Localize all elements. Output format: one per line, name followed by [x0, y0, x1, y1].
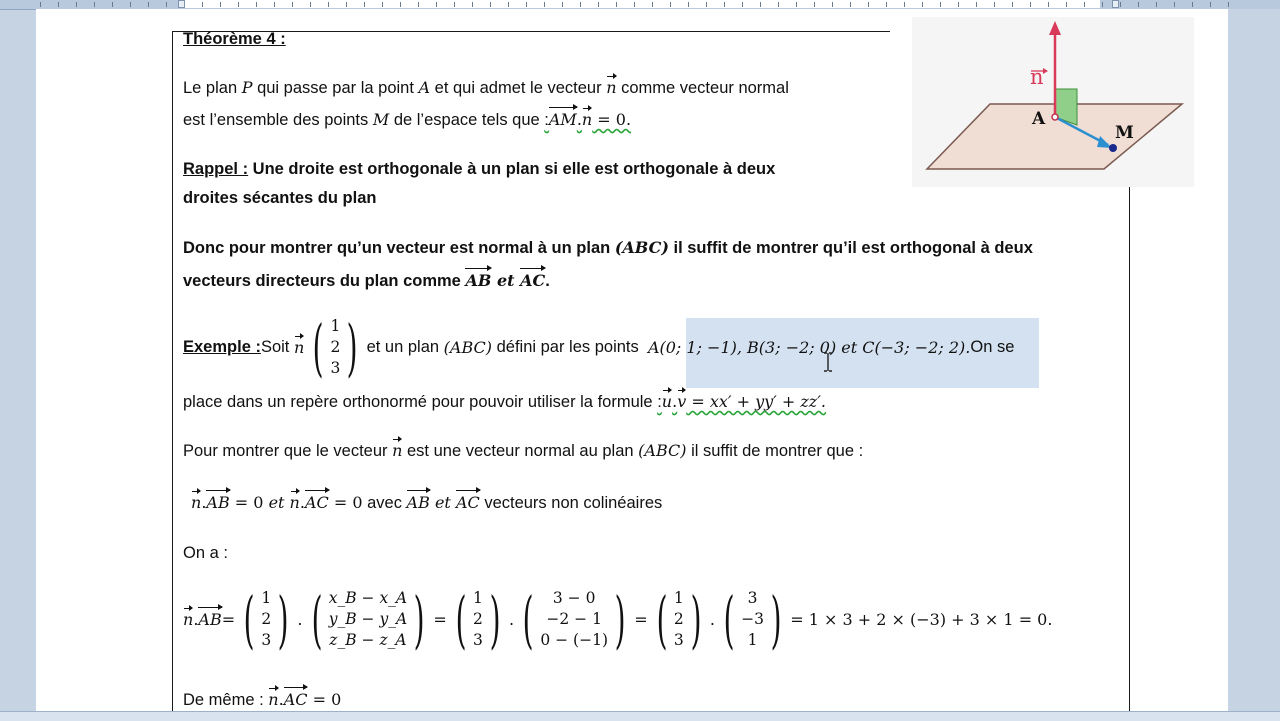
- paren-right: ): [413, 582, 425, 656]
- matrix-entry: 2: [472, 610, 483, 628]
- text: est l’ensemble des points: [183, 111, 373, 129]
- matrix-column: [331, 316, 341, 379]
- matrix-entry: −3: [741, 610, 765, 628]
- text: vecteurs non colinéaires: [479, 494, 663, 512]
- text: Le plan: [183, 79, 242, 97]
- vector-ac: AC: [304, 493, 329, 512]
- paren-left: (: [522, 582, 534, 656]
- paren-left: (: [455, 582, 467, 656]
- paren-left: (: [656, 582, 668, 656]
- text: comme vecteur normal: [616, 79, 789, 97]
- pour-line: [183, 441, 863, 461]
- text: = 0: [307, 690, 342, 709]
- matrix-column: [473, 588, 483, 651]
- paren-left: (: [311, 582, 323, 656]
- vector-u: u: [661, 392, 673, 411]
- math-a: A: [418, 78, 431, 97]
- matrix-entry: 2: [673, 610, 684, 628]
- matrix-column: [674, 588, 684, 651]
- paren-right: ): [770, 582, 782, 656]
- margin-guide-right: [1129, 187, 1130, 721]
- matrix-6: [717, 582, 788, 656]
- margin-guide-left: [172, 31, 173, 721]
- right-indent-marker[interactable]: [1112, 0, 1119, 8]
- text: = 0.: [592, 110, 632, 129]
- paren-left: (: [243, 582, 255, 656]
- text: :: [657, 393, 662, 411]
- theorem-line-1: [183, 78, 789, 98]
- text: :: [544, 111, 549, 129]
- vector-n: n: [268, 690, 279, 709]
- paren-right: ): [614, 582, 626, 656]
- exemple-line-1: [183, 310, 1015, 384]
- text: Une droite est orthogonale à un plan si elle est orthogonale à deux: [248, 160, 776, 178]
- matrix-3: [449, 582, 507, 656]
- text: qui passe par la point: [252, 79, 419, 97]
- equals-sign: =: [433, 610, 447, 629]
- matrix-entry: 3: [330, 359, 341, 377]
- de-meme-line: [183, 690, 341, 710]
- equals-sign: =: [634, 610, 648, 629]
- math-m: M: [372, 110, 390, 129]
- text: .: [201, 493, 207, 512]
- text: .: [672, 392, 678, 411]
- matrix-entry: 3: [472, 631, 483, 649]
- text: Soit: [260, 338, 290, 356]
- text: avec: [362, 494, 407, 512]
- matrix-entry: 3: [747, 589, 758, 607]
- matrix-entry: 2: [261, 610, 272, 628]
- ruler-ticks: [40, 2, 1240, 7]
- vector-ab: AB: [465, 271, 492, 290]
- text: place dans un repère orthonormé pour pouvoir utiliser la formule: [183, 393, 658, 411]
- text: = 0: [328, 493, 363, 512]
- paren-left: (: [723, 582, 735, 656]
- matrix-entry: 1: [330, 317, 341, 335]
- matrix-5: [650, 582, 708, 656]
- text: On se: [970, 338, 1015, 356]
- text: vecteurs directeurs du plan comme: [183, 272, 466, 290]
- figure-m-label: M: [1115, 123, 1134, 143]
- right-gray-area: [1228, 9, 1280, 711]
- math-formula: = xx′ + yy′ + zz′.: [686, 392, 826, 411]
- text: .: [193, 610, 199, 629]
- matrix-entry: 0 − (−1): [540, 631, 608, 649]
- figure-n-label: n: [1030, 65, 1044, 89]
- vector-n: n: [581, 110, 593, 129]
- theorem-line-2: [183, 110, 631, 130]
- matrix-entry: 3: [261, 631, 272, 649]
- matrix-2: [305, 582, 432, 656]
- text: et un plan: [366, 338, 440, 356]
- figure-a-label: A: [1032, 109, 1046, 129]
- text: il suffit de montrer qu’il est orthogonal à deux: [668, 239, 1033, 257]
- text: il suffit de montrer que :: [686, 442, 864, 460]
- matrix-entry: 3 − 0: [552, 589, 596, 607]
- exemple-label: Exemple :: [183, 338, 261, 356]
- rappel-line-1: [183, 160, 775, 179]
- vector-ab: AB: [198, 610, 222, 629]
- text: et: [429, 493, 456, 512]
- vector-ab: AB: [206, 493, 230, 512]
- text: est une vecteur normal au plan: [402, 442, 639, 460]
- text: .: [278, 690, 284, 709]
- matrix-entry: 1: [673, 589, 684, 607]
- vector-ac: AC: [283, 690, 308, 709]
- exemple-line-2: [183, 392, 826, 412]
- text: et: [491, 271, 521, 290]
- matrix-entry: z_B − z_A: [329, 631, 407, 649]
- point-a: [1052, 114, 1058, 120]
- calculation-result: = 1 × 3 + 2 × (−3) + 3 × 1 = 0.: [790, 610, 1053, 629]
- matrix-1: [237, 582, 295, 656]
- vector-n: n: [392, 441, 403, 460]
- vector-n: n: [191, 493, 202, 512]
- matrix-column: [741, 588, 764, 651]
- vector-n-column: [306, 310, 364, 384]
- calculation-line: [183, 582, 1053, 656]
- text: =: [221, 610, 236, 629]
- vector-am: AM: [548, 110, 577, 129]
- rappel-label: Rappel :: [183, 160, 249, 178]
- math-p: P: [241, 78, 253, 97]
- dot-operator: .: [709, 610, 715, 629]
- math-abc: (ABC): [638, 441, 687, 460]
- vector-ab: AB: [406, 493, 430, 512]
- matrix-entry: x_B − x_A: [328, 589, 408, 607]
- paren-right: ): [347, 310, 358, 384]
- matrix-entry: 3: [673, 631, 684, 649]
- paren-left: (: [312, 310, 324, 384]
- vector-v: v: [677, 392, 687, 411]
- vector-n: n: [183, 610, 194, 629]
- dot-operator: .: [509, 610, 515, 629]
- matrix-entry: 2: [330, 338, 341, 356]
- matrix-entry: −2 − 1: [546, 610, 602, 628]
- dot-operator: .: [297, 610, 303, 629]
- math-abc: (ABC): [614, 238, 669, 257]
- donc-line-2: [183, 271, 550, 291]
- text: Donc pour montrer qu’un vecteur est normal à un plan: [183, 239, 615, 257]
- donc-line-1: [183, 238, 1033, 258]
- math-abc: (ABC): [443, 338, 492, 357]
- matrix-column: [540, 588, 608, 651]
- matrix-column: [329, 588, 407, 651]
- condition-line: [191, 493, 662, 513]
- rappel-line-2: droites sécantes du plan: [183, 189, 377, 207]
- text: Pour montrer que le vecteur: [183, 442, 393, 460]
- vector-n: n: [293, 338, 305, 357]
- paren-right: ): [690, 582, 702, 656]
- vector-n: n: [289, 493, 300, 512]
- vector-n: n: [606, 78, 617, 97]
- text: de l’espace tels que: [389, 111, 545, 129]
- matrix-entry: 1: [472, 589, 483, 607]
- vector-ac: AC: [455, 493, 480, 512]
- paren-right: ): [277, 582, 289, 656]
- text: = 0: [229, 493, 269, 512]
- text: De même :: [183, 691, 269, 709]
- normal-vector-arrowhead: [1049, 21, 1061, 35]
- paren-right: ): [489, 582, 501, 656]
- text: .: [299, 493, 305, 512]
- math-points: A(0; 1; −1), B(3; −2; 0) et C(−3; −2; 2).: [647, 338, 971, 357]
- left-indent-marker[interactable]: [178, 0, 185, 8]
- point-m: [1109, 144, 1117, 152]
- matrix-4: [516, 582, 632, 656]
- text: .: [576, 110, 582, 129]
- on-a-line: On a :: [183, 544, 228, 562]
- vector-ac: AC: [520, 271, 546, 290]
- matrix-entry: 1: [747, 631, 758, 649]
- figure-plane-normal[interactable]: [912, 17, 1194, 187]
- text-cursor-icon: [823, 352, 833, 372]
- n-label-arrowhead: [1043, 68, 1048, 74]
- matrix-entry: 1: [261, 589, 272, 607]
- text: et: [268, 493, 290, 512]
- text: .: [545, 272, 550, 290]
- text: défini par les points: [496, 338, 639, 356]
- matrix-entry: y_B − y_A: [328, 610, 408, 628]
- theorem-title: Théorème 4 :: [183, 30, 286, 48]
- matrix-column: [261, 588, 271, 651]
- plane-diagram: [912, 17, 1194, 187]
- text: et qui admet le vecteur: [430, 79, 607, 97]
